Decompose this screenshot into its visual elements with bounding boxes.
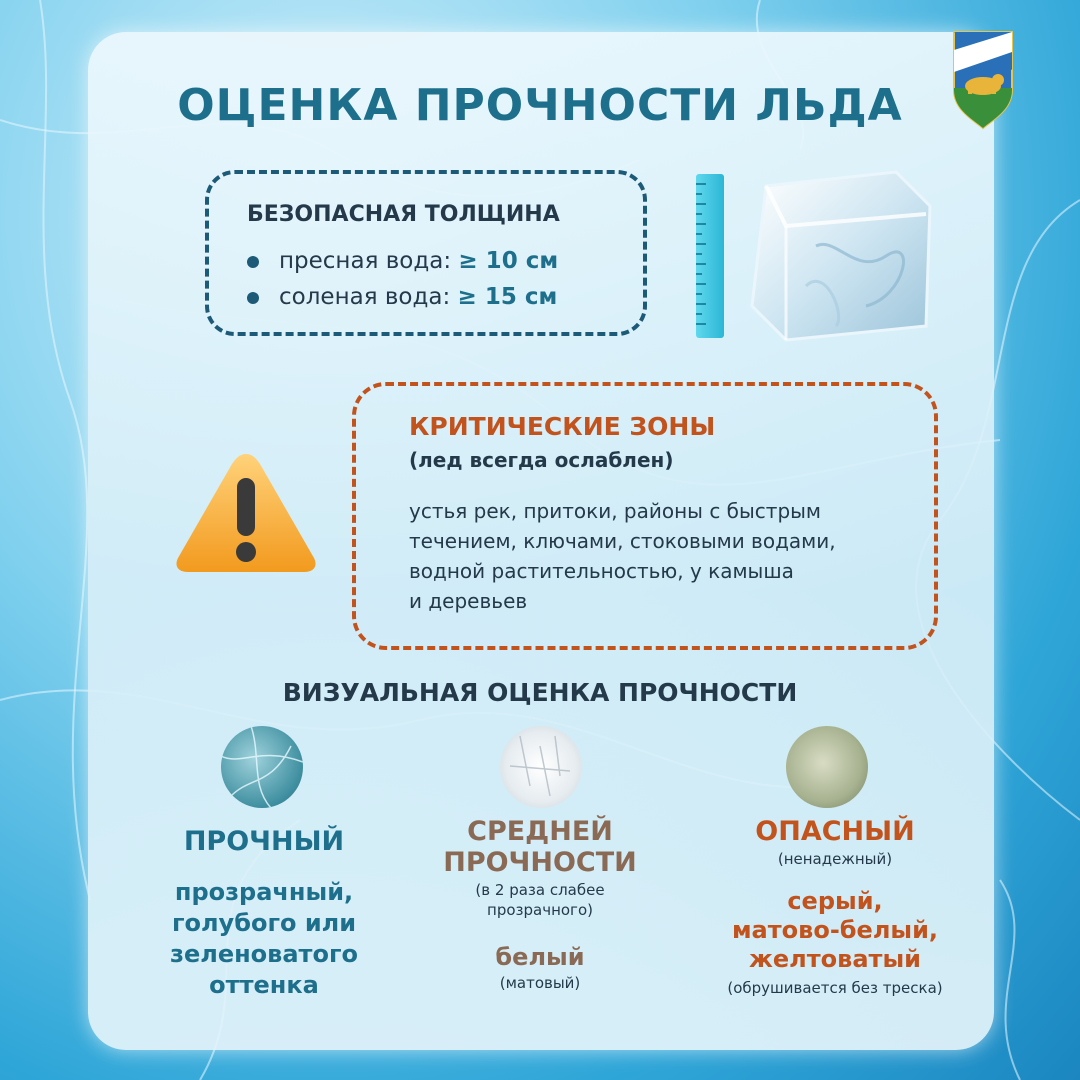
fresh-water-row bbox=[247, 248, 558, 274]
strong-ice-label: ПРОЧНЫЙ bbox=[183, 826, 345, 857]
medium-ice-note-line: прозрачного) bbox=[487, 901, 593, 919]
clear-ice-icon bbox=[221, 726, 303, 808]
bullet-icon bbox=[247, 256, 259, 268]
visual-assessment-heading: ВИЗУАЛЬНАЯ ОЦЕНКА ПРОЧНОСТИ bbox=[282, 678, 798, 707]
medium-ice-label-line: СРЕДНЕЙ bbox=[467, 816, 613, 847]
medium-ice-label-line: ПРОЧНОСТИ bbox=[443, 847, 637, 878]
medium-ice-column bbox=[420, 816, 660, 993]
critical-zones-line: и деревьев bbox=[409, 589, 528, 613]
dangerous-ice-description bbox=[690, 887, 980, 974]
salt-water-row bbox=[247, 284, 557, 310]
critical-zones-line: водной растительностью, у камыша bbox=[409, 559, 794, 583]
ice-cube-icon bbox=[746, 166, 934, 344]
dangerous-ice-desc-line: матово-белый, bbox=[731, 916, 939, 944]
dangerous-ice-desc-line: желтоватый bbox=[749, 945, 921, 973]
page-title: ОЦЕНКА ПРОЧНОСТИ ЛЬДА bbox=[177, 80, 903, 131]
strong-ice-desc-line: голубого или bbox=[171, 909, 357, 937]
medium-ice-description-note: (матовый) bbox=[499, 974, 581, 992]
strong-ice-description bbox=[150, 877, 378, 1001]
fresh-water-label: пресная вода: bbox=[279, 248, 452, 274]
medium-ice-note-line: (в 2 раза слабее bbox=[475, 881, 605, 899]
critical-zones-line: устья рек, притоки, районы с быстрым bbox=[409, 499, 822, 523]
dangerous-ice-label: ОПАСНЫЙ bbox=[755, 816, 915, 847]
medium-ice-note bbox=[420, 880, 660, 920]
dangerous-ice-note: (ненадежный) bbox=[777, 850, 893, 868]
safe-thickness-heading: БЕЗОПАСНАЯ ТОЛЩИНА bbox=[247, 202, 560, 227]
bullet-icon bbox=[247, 292, 259, 304]
medium-ice-description: белый bbox=[495, 943, 585, 971]
salt-water-label: соленая вода: bbox=[279, 284, 451, 310]
white-ice-icon bbox=[500, 726, 582, 808]
fresh-water-value: ≥ 10 см bbox=[458, 248, 559, 274]
salt-water-value: ≥ 15 см bbox=[457, 284, 558, 310]
critical-zones-description bbox=[409, 496, 909, 616]
dangerous-ice-description-note: (обрушивается без треска) bbox=[727, 979, 943, 997]
medium-ice-label bbox=[420, 816, 660, 878]
strong-ice-desc-line: оттенка bbox=[209, 971, 319, 999]
strong-ice-desc-line: зеленоватого bbox=[170, 940, 358, 968]
critical-zones-line: течением, ключами, стоковыми водами, bbox=[409, 529, 836, 553]
critical-zones-heading: КРИТИЧЕСКИЕ ЗОНЫ bbox=[409, 412, 716, 441]
dangerous-ice-desc-line: серый, bbox=[787, 887, 883, 915]
strong-ice-desc-line: прозрачный, bbox=[174, 878, 354, 906]
gray-ice-icon bbox=[786, 726, 868, 808]
ruler-icon bbox=[696, 174, 724, 338]
dangerous-ice-column bbox=[690, 816, 980, 998]
strong-ice-column bbox=[150, 826, 378, 1001]
warning-icon bbox=[174, 448, 318, 576]
critical-zones-subheading: (лед всегда ослаблен) bbox=[409, 448, 674, 472]
